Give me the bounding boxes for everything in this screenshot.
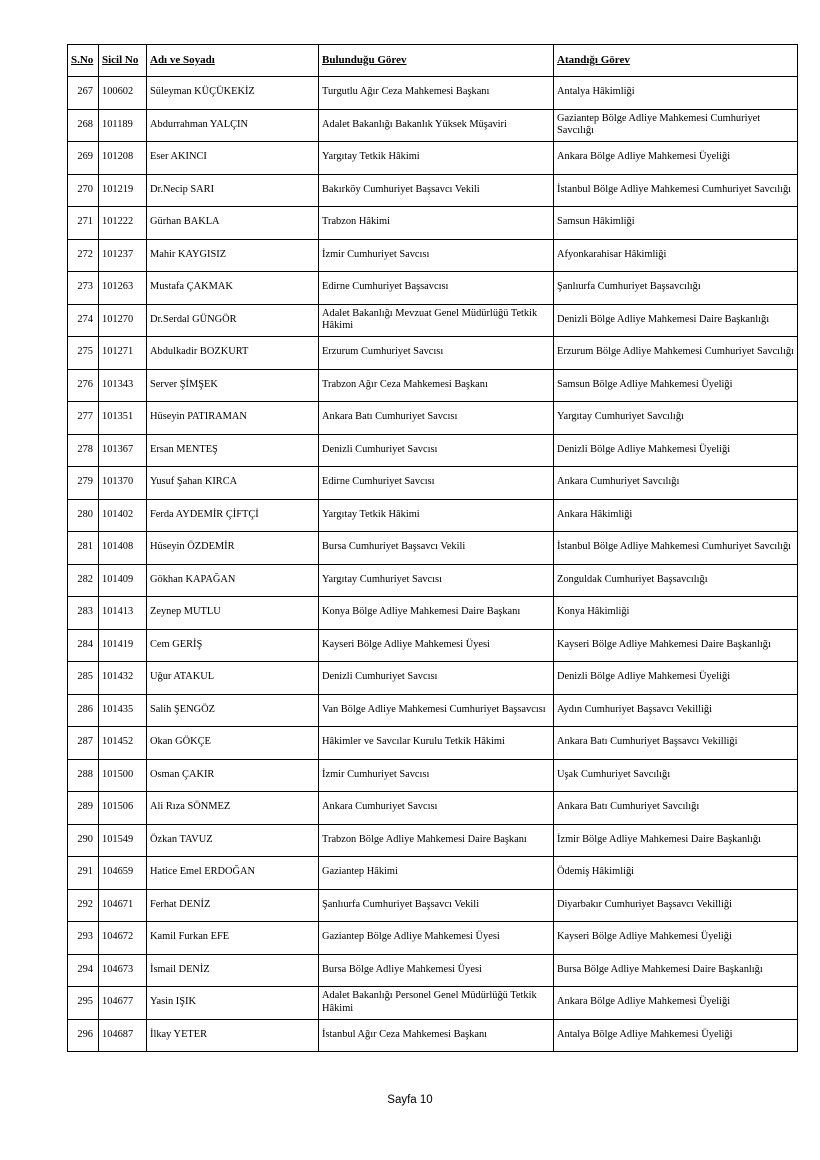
cell-current-position: Erzurum Cumhuriyet Savcısı (319, 337, 554, 370)
appointment-table-container (67, 44, 797, 1052)
cell-sno: 279 (68, 467, 99, 500)
table-row (68, 987, 798, 1020)
table-body (68, 77, 798, 1052)
cell-sno: 295 (68, 987, 99, 1020)
cell-assigned-position: Ankara Batı Cumhuriyet Savcılığı (554, 792, 798, 825)
cell-sno: 280 (68, 499, 99, 532)
cell-name: Süleyman KÜÇÜKEKİZ (147, 77, 319, 110)
table-row (68, 597, 798, 630)
header-sicil-no: Sicil No (99, 45, 147, 77)
cell-name: Eser AKINCI (147, 142, 319, 175)
cell-sicil-no: 101237 (99, 239, 147, 272)
table-row (68, 207, 798, 240)
cell-sno: 267 (68, 77, 99, 110)
cell-name: Server ŞİMŞEK (147, 369, 319, 402)
cell-current-position: Trabzon Ağır Ceza Mahkemesi Başkanı (319, 369, 554, 402)
cell-assigned-position: Kayseri Bölge Adliye Mahkemesi Daire Başkanlığı (554, 629, 798, 662)
cell-assigned-position: Samsun Bölge Adliye Mahkemesi Üyeliği (554, 369, 798, 402)
cell-name: Salih ŞENGÖZ (147, 694, 319, 727)
cell-current-position: Van Bölge Adliye Mahkemesi Cumhuriyet Başsavcısı (319, 694, 554, 727)
cell-sno: 296 (68, 1019, 99, 1052)
cell-name: Ferhat DENİZ (147, 889, 319, 922)
table-row (68, 792, 798, 825)
cell-sicil-no: 101263 (99, 272, 147, 305)
cell-sno: 285 (68, 662, 99, 695)
table-row (68, 434, 798, 467)
header-assigned-position: Atandığı Görev (554, 45, 798, 77)
cell-sicil-no: 101402 (99, 499, 147, 532)
cell-current-position: Adalet Bakanlığı Mevzuat Genel Müdürlüğü Tetkik Hâkimi (319, 304, 554, 337)
cell-sicil-no: 104677 (99, 987, 147, 1020)
cell-name: Dr.Serdal GÜNGÖR (147, 304, 319, 337)
table-row (68, 564, 798, 597)
cell-name: Ersan MENTEŞ (147, 434, 319, 467)
header-sno: S.No (68, 45, 99, 77)
cell-sicil-no: 101435 (99, 694, 147, 727)
cell-assigned-position: Denizli Bölge Adliye Mahkemesi Daire Başkanlığı (554, 304, 798, 337)
cell-assigned-position: İstanbul Bölge Adliye Mahkemesi Cumhuriyet Savcılığı (554, 174, 798, 207)
cell-name: Ali Rıza SÖNMEZ (147, 792, 319, 825)
cell-assigned-position: Denizli Bölge Adliye Mahkemesi Üyeliği (554, 434, 798, 467)
cell-current-position: Trabzon Hâkimi (319, 207, 554, 240)
cell-assigned-position: İzmir Bölge Adliye Mahkemesi Daire Başkanlığı (554, 824, 798, 857)
cell-sicil-no: 101408 (99, 532, 147, 565)
cell-current-position: Adalet Bakanlığı Personel Genel Müdürlüğü Tetkik Hâkimi (319, 987, 554, 1020)
cell-name: Hüseyin ÖZDEMİR (147, 532, 319, 565)
cell-current-position: Bursa Bölge Adliye Mahkemesi Üyesi (319, 954, 554, 987)
table-row (68, 77, 798, 110)
cell-name: Mustafa ÇAKMAK (147, 272, 319, 305)
cell-sno: 284 (68, 629, 99, 662)
table-row (68, 272, 798, 305)
table-row (68, 499, 798, 532)
cell-sicil-no: 101549 (99, 824, 147, 857)
cell-name: Kamil Furkan EFE (147, 922, 319, 955)
cell-sno: 282 (68, 564, 99, 597)
table-row (68, 954, 798, 987)
cell-sno: 290 (68, 824, 99, 857)
cell-assigned-position: Ankara Hâkimliği (554, 499, 798, 532)
cell-current-position: Turgutlu Ağır Ceza Mahkemesi Başkanı (319, 77, 554, 110)
cell-name: Mahir KAYGISIZ (147, 239, 319, 272)
cell-sno: 273 (68, 272, 99, 305)
cell-sno: 270 (68, 174, 99, 207)
cell-name: Abdulkadir BOZKURT (147, 337, 319, 370)
cell-sno: 283 (68, 597, 99, 630)
cell-assigned-position: Kayseri Bölge Adliye Mahkemesi Üyeliği (554, 922, 798, 955)
cell-name: Yasin IŞIK (147, 987, 319, 1020)
cell-sno: 268 (68, 109, 99, 142)
cell-current-position: Hâkimler ve Savcılar Kurulu Tetkik Hâkimi (319, 727, 554, 760)
cell-sicil-no: 101500 (99, 759, 147, 792)
cell-name: İsmail DENİZ (147, 954, 319, 987)
cell-sno: 278 (68, 434, 99, 467)
cell-sicil-no: 100602 (99, 77, 147, 110)
cell-sno: 287 (68, 727, 99, 760)
cell-sno: 277 (68, 402, 99, 435)
cell-sno: 286 (68, 694, 99, 727)
cell-name: Özkan TAVUZ (147, 824, 319, 857)
cell-sicil-no: 101413 (99, 597, 147, 630)
table-row (68, 662, 798, 695)
cell-sno: 269 (68, 142, 99, 175)
cell-name: Uğur ATAKUL (147, 662, 319, 695)
cell-current-position: Denizli Cumhuriyet Savcısı (319, 434, 554, 467)
cell-assigned-position: İstanbul Bölge Adliye Mahkemesi Cumhuriyet Savcılığı (554, 532, 798, 565)
cell-sno: 274 (68, 304, 99, 337)
cell-name: Ferda AYDEMİR ÇİFTÇİ (147, 499, 319, 532)
cell-name: Gürhan BAKLA (147, 207, 319, 240)
cell-assigned-position: Aydın Cumhuriyet Başsavcı Vekilliği (554, 694, 798, 727)
table-row (68, 727, 798, 760)
cell-sno: 288 (68, 759, 99, 792)
table-row (68, 694, 798, 727)
cell-name: Hüseyin PATIRAMAN (147, 402, 319, 435)
table-header-row (68, 45, 798, 77)
cell-current-position: Konya Bölge Adliye Mahkemesi Daire Başkanı (319, 597, 554, 630)
table-row (68, 889, 798, 922)
table-row (68, 922, 798, 955)
cell-current-position: Bursa Cumhuriyet Başsavcı Vekili (319, 532, 554, 565)
cell-assigned-position: Denizli Bölge Adliye Mahkemesi Üyeliği (554, 662, 798, 695)
cell-sicil-no: 101343 (99, 369, 147, 402)
cell-sicil-no: 101452 (99, 727, 147, 760)
page-number: Sayfa 10 (387, 1094, 433, 1106)
cell-current-position: Bakırköy Cumhuriyet Başsavcı Vekili (319, 174, 554, 207)
cell-name: Osman ÇAKIR (147, 759, 319, 792)
cell-current-position: Şanlıurfa Cumhuriyet Başsavcı Vekili (319, 889, 554, 922)
cell-sicil-no: 101189 (99, 109, 147, 142)
cell-current-position: İzmir Cumhuriyet Savcısı (319, 759, 554, 792)
cell-sno: 292 (68, 889, 99, 922)
cell-assigned-position: Samsun Hâkimliği (554, 207, 798, 240)
cell-name: Zeynep MUTLU (147, 597, 319, 630)
cell-assigned-position: Diyarbakır Cumhuriyet Başsavcı Vekilliği (554, 889, 798, 922)
header-name: Adı ve Soyadı (147, 45, 319, 77)
cell-assigned-position: Uşak Cumhuriyet Savcılığı (554, 759, 798, 792)
cell-sno: 291 (68, 857, 99, 890)
cell-assigned-position: Şanlıurfa Cumhuriyet Başsavcılığı (554, 272, 798, 305)
cell-sicil-no: 101271 (99, 337, 147, 370)
cell-assigned-position: Antalya Bölge Adliye Mahkemesi Üyeliği (554, 1019, 798, 1052)
cell-sicil-no: 101351 (99, 402, 147, 435)
cell-current-position: Edirne Cumhuriyet Savcısı (319, 467, 554, 500)
cell-assigned-position: Ankara Bölge Adliye Mahkemesi Üyeliği (554, 142, 798, 175)
table-row (68, 369, 798, 402)
cell-assigned-position: Bursa Bölge Adliye Mahkemesi Daire Başkanlığı (554, 954, 798, 987)
table-row (68, 532, 798, 565)
table-row (68, 174, 798, 207)
cell-sno: 276 (68, 369, 99, 402)
cell-sicil-no: 101219 (99, 174, 147, 207)
cell-assigned-position: Antalya Hâkimliği (554, 77, 798, 110)
cell-sicil-no: 101409 (99, 564, 147, 597)
cell-sicil-no: 101419 (99, 629, 147, 662)
cell-assigned-position: Ankara Batı Cumhuriyet Başsavcı Vekilliği (554, 727, 798, 760)
cell-assigned-position: Afyonkarahisar Hâkimliği (554, 239, 798, 272)
cell-current-position: Yargıtay Tetkik Hâkimi (319, 142, 554, 175)
cell-sicil-no: 101506 (99, 792, 147, 825)
cell-current-position: Adalet Bakanlığı Bakanlık Yüksek Müşaviri (319, 109, 554, 142)
cell-sicil-no: 104687 (99, 1019, 147, 1052)
cell-current-position: İstanbul Ağır Ceza Mahkemesi Başkanı (319, 1019, 554, 1052)
cell-sicil-no: 101370 (99, 467, 147, 500)
cell-sicil-no: 104673 (99, 954, 147, 987)
table-row (68, 1019, 798, 1052)
cell-assigned-position: Yargıtay Cumhuriyet Savcılığı (554, 402, 798, 435)
table-row (68, 142, 798, 175)
table-row (68, 402, 798, 435)
cell-assigned-position: Gaziantep Bölge Adliye Mahkemesi Cumhuriyet Savcılığı (554, 109, 798, 142)
table-row (68, 239, 798, 272)
header-current-position: Bulunduğu Görev (319, 45, 554, 77)
cell-sicil-no: 101222 (99, 207, 147, 240)
cell-sno: 281 (68, 532, 99, 565)
cell-assigned-position: Zonguldak Cumhuriyet Başsavcılığı (554, 564, 798, 597)
cell-sno: 289 (68, 792, 99, 825)
table-row (68, 759, 798, 792)
cell-assigned-position: Konya Hâkimliği (554, 597, 798, 630)
cell-current-position: Gaziantep Bölge Adliye Mahkemesi Üyesi (319, 922, 554, 955)
cell-name: Abdurrahman YALÇIN (147, 109, 319, 142)
cell-current-position: İzmir Cumhuriyet Savcısı (319, 239, 554, 272)
table-row (68, 467, 798, 500)
cell-current-position: Gaziantep Hâkimi (319, 857, 554, 890)
cell-sno: 293 (68, 922, 99, 955)
cell-name: Okan GÖKÇE (147, 727, 319, 760)
cell-current-position: Ankara Cumhuriyet Savcısı (319, 792, 554, 825)
cell-current-position: Kayseri Bölge Adliye Mahkemesi Üyesi (319, 629, 554, 662)
cell-sno: 271 (68, 207, 99, 240)
cell-current-position: Yargıtay Cumhuriyet Savcısı (319, 564, 554, 597)
cell-name: İlkay YETER (147, 1019, 319, 1052)
cell-sicil-no: 104659 (99, 857, 147, 890)
cell-name: Yusuf Şahan KIRCA (147, 467, 319, 500)
cell-sicil-no: 101432 (99, 662, 147, 695)
table-row (68, 857, 798, 890)
cell-assigned-position: Ankara Bölge Adliye Mahkemesi Üyeliği (554, 987, 798, 1020)
cell-sicil-no: 104672 (99, 922, 147, 955)
table-row (68, 109, 798, 142)
cell-assigned-position: Ankara Cumhuriyet Savcılığı (554, 467, 798, 500)
table-row (68, 824, 798, 857)
cell-sicil-no: 104671 (99, 889, 147, 922)
table-row (68, 304, 798, 337)
cell-sno: 294 (68, 954, 99, 987)
cell-current-position: Ankara Batı Cumhuriyet Savcısı (319, 402, 554, 435)
cell-current-position: Edirne Cumhuriyet Başsavcısı (319, 272, 554, 305)
cell-current-position: Trabzon Bölge Adliye Mahkemesi Daire Başkanı (319, 824, 554, 857)
cell-sicil-no: 101367 (99, 434, 147, 467)
cell-current-position: Yargıtay Tetkik Hâkimi (319, 499, 554, 532)
cell-name: Cem GERİŞ (147, 629, 319, 662)
cell-sicil-no: 101208 (99, 142, 147, 175)
cell-name: Gökhan KAPAĞAN (147, 564, 319, 597)
table-row (68, 337, 798, 370)
cell-sicil-no: 101270 (99, 304, 147, 337)
cell-sno: 275 (68, 337, 99, 370)
cell-sno: 272 (68, 239, 99, 272)
cell-assigned-position: Ödemiş Hâkimliği (554, 857, 798, 890)
cell-assigned-position: Erzurum Bölge Adliye Mahkemesi Cumhuriyet Savcılığı (554, 337, 798, 370)
cell-name: Hatice Emel ERDOĞAN (147, 857, 319, 890)
appointment-table (67, 44, 798, 1052)
cell-name: Dr.Necip SARI (147, 174, 319, 207)
table-row (68, 629, 798, 662)
cell-current-position: Denizli Cumhuriyet Savcısı (319, 662, 554, 695)
